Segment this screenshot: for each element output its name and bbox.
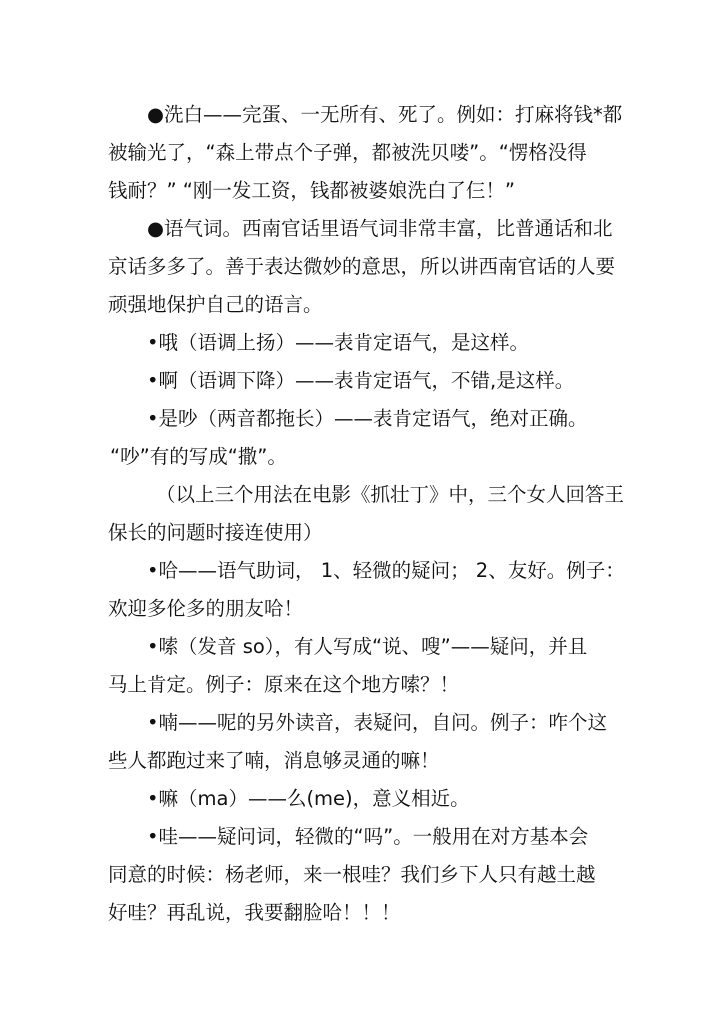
text-line: •嘛（ma）——么(me)，意义相近。: [147, 787, 470, 810]
text-line: •哇——疑问词，轻微的“吗”。一般用在对方基本会: [147, 825, 589, 848]
paragraph-o: [108, 324, 620, 362]
text-line: •嗦（发音 so），有人写成“说、嗖”——疑问，并且: [147, 635, 588, 658]
text-line: 好哇？再乱说，我要翻脸哈！！！: [108, 901, 401, 924]
text-line: •哦（语调上扬）——表肯定语气，是这样。: [147, 331, 530, 354]
paragraph-note: [108, 476, 625, 552]
paragraph-wa: [108, 818, 620, 932]
text-line: •是吵（两音都拖长）——表肯定语气，绝对正确。: [147, 407, 588, 430]
text-line: 顽强地保护自己的语言。: [108, 293, 323, 316]
text-line: •喃——呢的另外读音，表疑问，自问。例子：咋个这: [147, 711, 608, 734]
paragraph-sa: [108, 400, 620, 476]
paragraph-yuqici: [108, 210, 620, 324]
paragraph-ma: [108, 780, 620, 818]
text-line: 钱耐？” “刚一发工资，钱都被婆娘洗白了仨！”: [108, 179, 516, 202]
paragraph-xibai: [108, 96, 623, 210]
text-line: 保长的问题时接连使用）: [108, 521, 323, 544]
text-line: 同意的时候：杨老师，来一根哇？我们乡下人只有越土越: [108, 863, 596, 886]
text-line: 些人都跑过来了喃，消息够灵通的嘛！: [108, 749, 440, 772]
text-line: •啊（语调下降）——表肯定语气，不错,是这样。: [147, 369, 575, 392]
paragraph-a: [108, 362, 620, 400]
text-line: 欢迎多伦多的朋友哈！: [108, 597, 304, 620]
text-line: •哈——语气助词， 1、轻微的疑问； 2、友好。例子：: [147, 559, 625, 582]
text-line: ●洗白——完蛋、一无所有、死了。例如：打麻将钱*都: [147, 103, 623, 126]
paragraph-nan: [108, 704, 620, 780]
paragraph-so: [108, 628, 620, 704]
text-line: 被输光了，“森上带点个子弹，都被洗贝喽”。“愣格没得: [108, 141, 587, 164]
text-line: “吵”有的写成“撒”。: [110, 445, 287, 468]
text-line: 马上肯定。例子：原来在这个地方嗦？！: [108, 673, 460, 696]
text-line: （以上三个用法在电影《抓壮丁》中，三个女人回答王: [156, 483, 625, 506]
text-line: 京话多多了。善于表达微妙的意思，所以讲西南官话的人要: [108, 255, 616, 278]
paragraph-ha: [108, 552, 625, 628]
text-line: ●语气词。西南官话里语气词非常丰富，比普通话和北: [147, 217, 613, 240]
